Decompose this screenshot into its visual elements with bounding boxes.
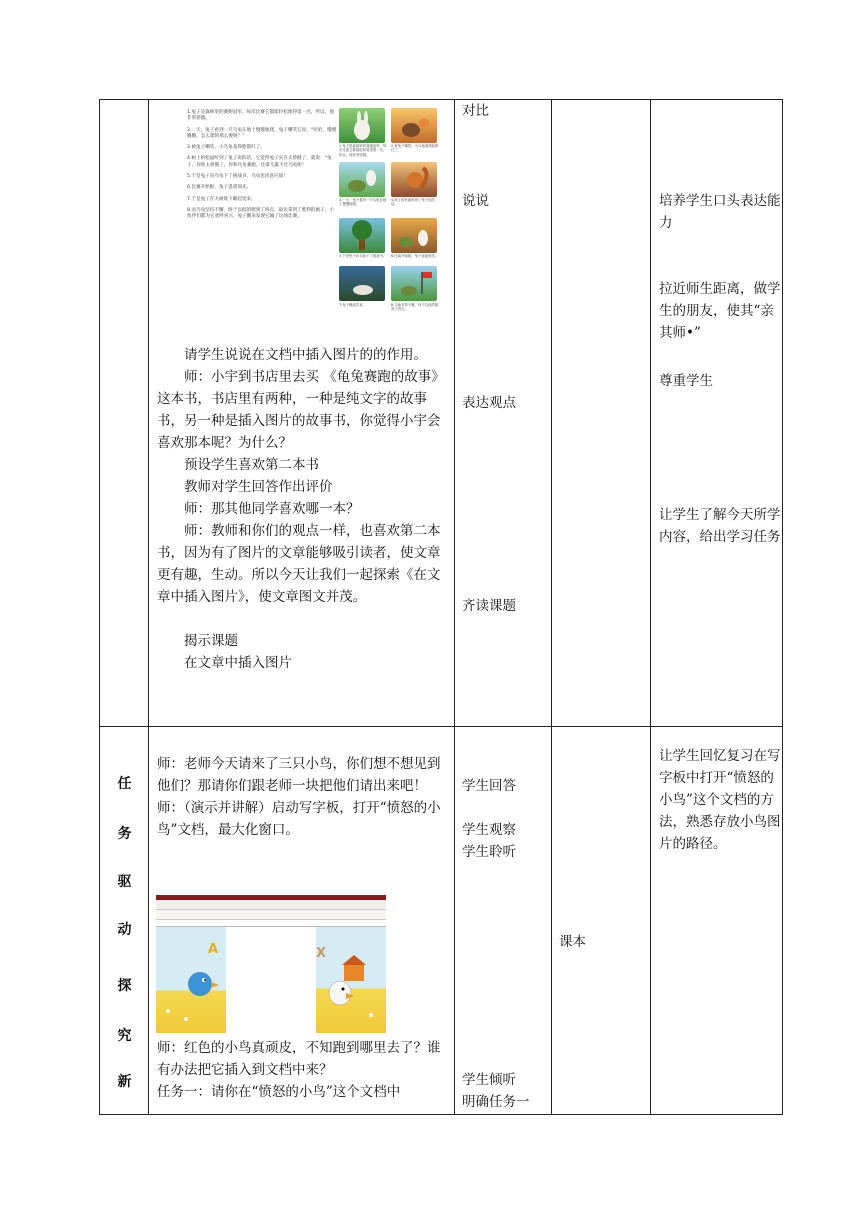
- content-paragraph: 师：红色的小鸟真顽皮，不知跑到哪里去了？谁有办法把它插入到文档中来？: [157, 1040, 441, 1078]
- content-paragraph: 教师对学生回答作出评价: [184, 479, 333, 495]
- design-intent-cell: [651, 727, 783, 1115]
- content-paragraph: 师：老师今天请来了三只小鸟，你们想不想见到他们？那请你们跟老师一块把他们请出来吧！: [157, 756, 441, 794]
- student-activity-text: 说说: [462, 193, 489, 209]
- stage-label-char: 究: [117, 1028, 132, 1044]
- teaching-content-cell: [149, 100, 455, 727]
- squirrel-thumbnail: [391, 162, 437, 197]
- student-activity-cell: [455, 727, 552, 1115]
- angry-birds-screenshot: [156, 895, 386, 1033]
- story-paragraph: 5.于是兔子向乌龟下了挑战书，乌龟也同意应战！: [187, 174, 288, 180]
- race-thumbnail: [391, 218, 437, 253]
- thumbnail-caption: 3.一天，兔子看到一只乌龟在地上慢慢地爬。: [339, 198, 387, 207]
- story-paragraph: 1.兔子是森林里的赛跑冠军，每次比赛它都能轻松地得第一名，所以，他非常骄傲。: [187, 110, 334, 122]
- student-activity-text: 学生观察: [462, 822, 516, 838]
- content-paragraph: 揭示课题: [184, 633, 238, 649]
- student-activity-text: 对比: [462, 103, 489, 119]
- thumbnail-caption: 5.于是兔子向乌龟下了挑战书。: [339, 254, 387, 258]
- student-activity-text: 学生倾听: [462, 1072, 516, 1088]
- content-paragraph: 师：小宇到书店里去买 《龟兔赛跑的故事》这本书，书店里有两种，一种是纯文字的故事书，另一种是插入图片的故事书，你觉得小宇会喜欢那本呢？为什么？: [157, 369, 445, 451]
- teaching-content-cell: [149, 727, 455, 1115]
- story-illustration: [167, 104, 437, 320]
- student-activity-text: 表达观点: [462, 395, 516, 411]
- content-paragraph: 师：教师和你们的观点一样，也喜欢第二本书，因为有了图片的文章能够吸引读者，使文章更有趣，生动。所以今天让我们一起探索《在文章中插入图片》，使文章图文并茂。: [157, 523, 441, 605]
- content-paragraph: 师：那其他同学喜欢哪一本？: [184, 501, 360, 517]
- design-intent-text: 尊重学生: [659, 373, 713, 389]
- stage-label-char: 务: [117, 826, 132, 842]
- story-paragraph: 7.于是兔子在大树底下睡起觉来。: [187, 196, 256, 202]
- student-activity-text: 齐读课题: [462, 598, 516, 614]
- content-paragraph: 预设学生喜欢第二本书: [184, 457, 319, 473]
- thumbnail-caption: 6.比赛开始啦，兔子遥遥领先。: [391, 254, 439, 258]
- lesson-plan-table: [99, 99, 783, 1115]
- blank-area: [227, 927, 316, 1033]
- stage-label-char: 探: [117, 978, 132, 994]
- content-paragraph: 任务一：请你在“愤怒的小鸟”这个文档中: [157, 1084, 401, 1100]
- design-intent-text: 培养学生口头表达能力: [659, 193, 781, 231]
- thumbnail-caption: 2.被兔子嘲笑，小乌龟羞得脸都红了。: [391, 144, 439, 153]
- story-paragraph: 2.一天，兔子看到一只乌龟在地上慢慢地爬，兔子嘲笑它说，“哈哈，慢慢腾腾，怎么爬的那么慢呀？”: [187, 127, 337, 139]
- story-paragraph: 6.比赛开始啦，兔子遥遥领先。: [187, 185, 252, 191]
- content-paragraph: 请学生说说在文档中插入图片的的作用。: [184, 347, 427, 363]
- blue-bird-image: [156, 927, 226, 1033]
- design-intent-text: 让学生了解今天所学内容，给出学习任务: [659, 507, 781, 545]
- student-activity-text: 明确任务一: [462, 1094, 530, 1110]
- thumbnail-caption: 4.树上的松鼠听到了兔子说的话。: [391, 198, 435, 207]
- thumbnail-caption: 1.兔子是森林里的赛跑冠军，每次比赛它都能轻松地得第一名，所以，他非常骄傲。: [339, 144, 387, 157]
- content-paragraph: 师：（演示并讲解）启动写字板，打开“愤怒的小鸟”文档，最大化窗口。: [157, 800, 441, 838]
- rabbit-thumbnail: [391, 108, 437, 143]
- thumbnail-caption: 8.乌龟坚持不懈，终于以低的爬到了终点。: [391, 303, 439, 312]
- rabbit-thumbnail: [339, 108, 385, 143]
- story-text: [187, 110, 337, 226]
- design-intent-text: 让学生回忆复习在写字板中打开“愤怒的小鸟”这个文档的方法，熟悉存放小鸟图片的路径。: [659, 748, 781, 852]
- thumbnail-caption: 7.兔子睡起觉来。: [339, 303, 366, 307]
- design-intent-cell: [651, 100, 783, 727]
- design-intent-text: 拉近师生距离，做学生的朋友，使其“亲其师•”: [659, 281, 781, 341]
- toolbar: [156, 900, 386, 910]
- stage-label-char: 驱: [117, 874, 132, 890]
- story-paragraph: 4.树上的松鼠听到了兔子说的话，它觉得兔子实在太骄傲了，就说：“兔子，你别太骄傲了，你和乌龟赛跑，还谁儿赢不过乌龟呢！: [187, 156, 332, 168]
- tortoise-thumbnail: [339, 162, 385, 197]
- table-row: [100, 100, 783, 727]
- stage-cell: [100, 100, 149, 727]
- story-paragraph: 3.被兔子嘲笑，小乌龟羞得脸都红了。: [187, 145, 265, 151]
- finish-thumbnail: [391, 266, 437, 301]
- student-activity-text: 学生聆听: [462, 844, 516, 860]
- media-cell: [552, 727, 651, 1115]
- white-bird-image: [316, 927, 386, 1033]
- table-row: [100, 727, 783, 1115]
- stage-label-char: 动: [117, 922, 132, 938]
- format-bar: [156, 910, 386, 920]
- student-activity-cell: [455, 100, 552, 727]
- content-paragraph: 在文章中插入图片: [184, 655, 292, 671]
- media-text: 课本: [559, 934, 586, 950]
- svg-text:A: A: [208, 942, 219, 957]
- tree-thumbnail: [339, 218, 385, 253]
- sleeping-rabbit-thumbnail: [339, 266, 385, 301]
- media-cell: [552, 100, 651, 727]
- stage-cell: [100, 727, 149, 1115]
- student-activity-text: 学生回答: [462, 778, 516, 794]
- stage-label-char: 新: [117, 1074, 132, 1090]
- ruler: [156, 920, 386, 927]
- stage-label-char: 任: [117, 776, 132, 792]
- svg-text:X: X: [316, 946, 327, 961]
- story-paragraph: 8.而乌龟坚持不懈，终于以低的爬到了终点，最先拿到了胜利的旗子，小伙伴们都为它欢呼喜兴，兔子醒来发现它输了这场比赛。: [187, 207, 334, 220]
